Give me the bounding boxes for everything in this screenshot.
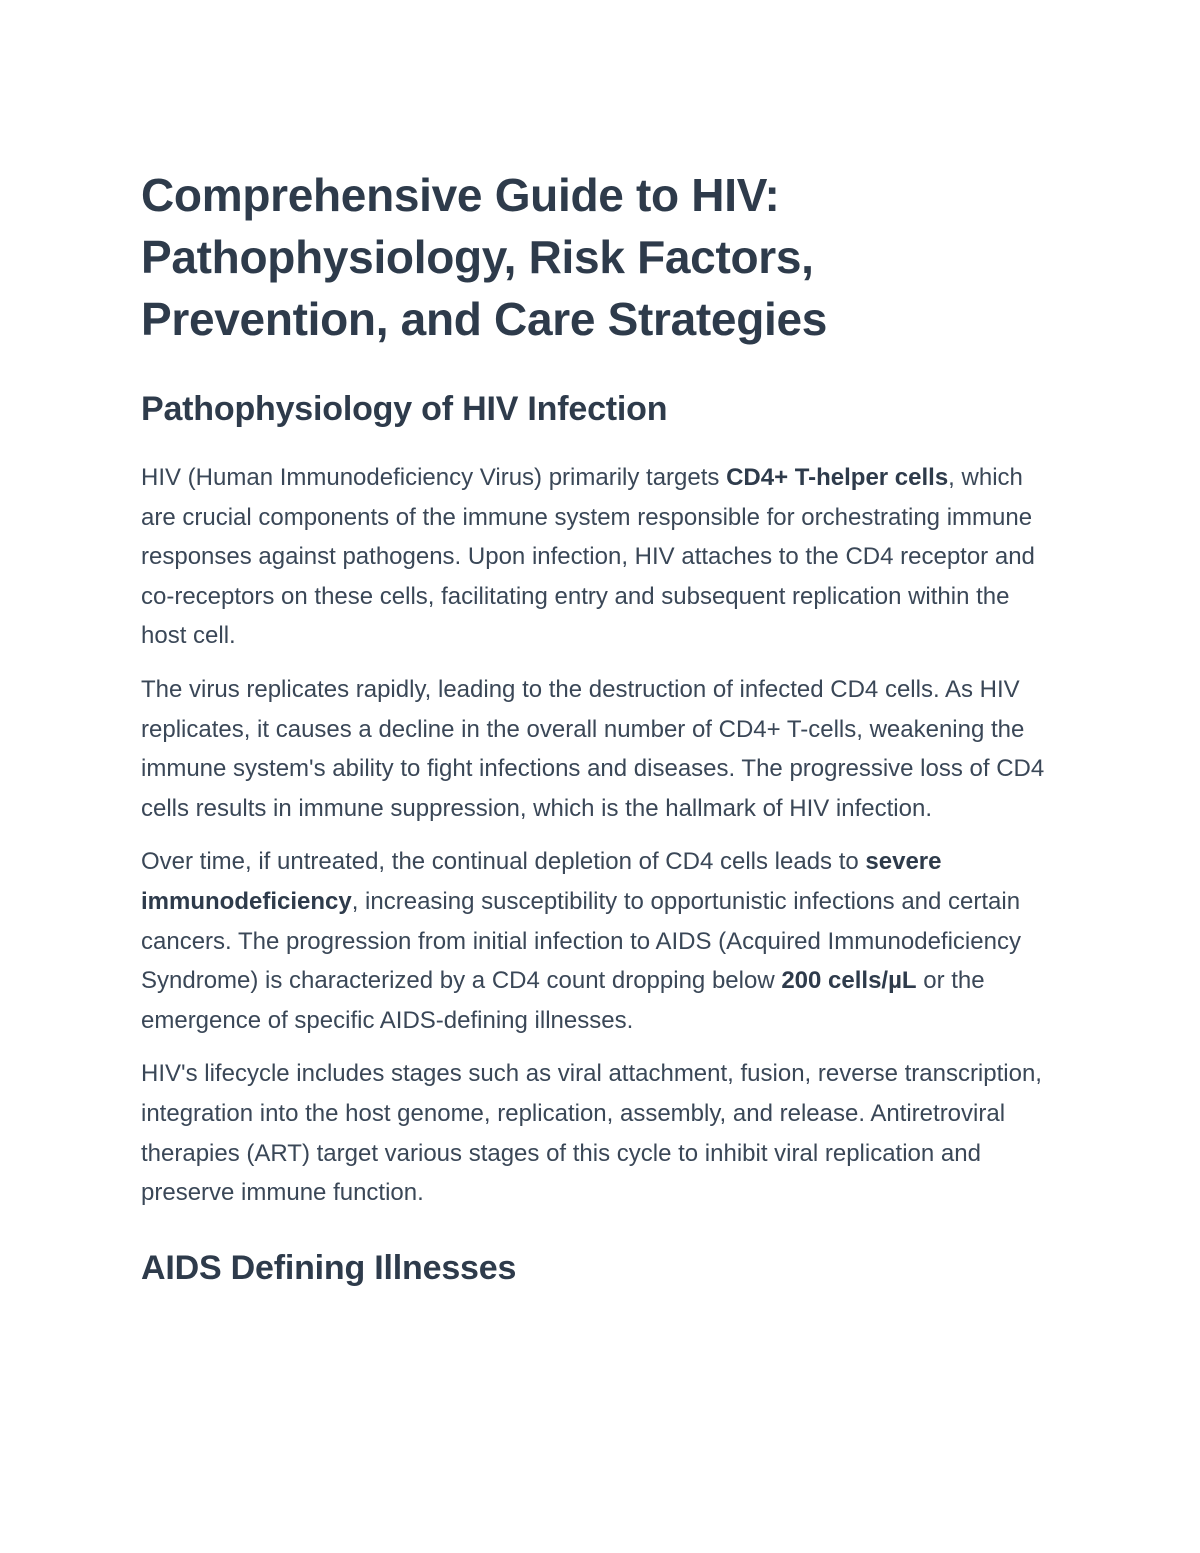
paragraph-text: or the emergence of specific AIDS-defining illnesses.	[141, 967, 985, 1034]
bold-term: CD4+ T-helper cells	[726, 464, 949, 491]
paragraph	[141, 842, 1061, 1040]
bold-term: 200 cells/µL	[781, 967, 917, 995]
paragraph-text: , which are crucial components of the immune system responsible for orchestrating immune responses against pathogens. Upon infection, HIV attaches to the CD4 receptor and co-receptors on these cells, facilitating entry and subsequent replication within the host cell.	[141, 464, 1035, 650]
paragraph	[141, 458, 1061, 656]
section-heading-pathophysiology: Pathophysiology of HIV Infection	[141, 390, 668, 428]
paragraph-text: Over time, if untreated, the continual depletion of CD4 cells leads to	[141, 848, 866, 876]
paragraph: HIV's lifecycle includes stages such as viral attachment, fusion, reverse transcription, integration into the host genome, replication, assembly, and release. Antiretroviral therapies (ART) target various stages of this cycle to inhibit viral replication and preserve immune function.	[141, 1060, 1042, 1207]
section-heading-aids-defining-illnesses: AIDS Defining Illnesses	[141, 1248, 517, 1287]
bold-term: severe immunodeficiency	[141, 848, 942, 915]
paragraph: The virus replicates rapidly, leading to the destruction of infected CD4 cells. As HIV replicates, it causes a decline in the overall number of CD4+ T-cells, weakening the immune system's ability to fight infections and diseases. The progressive loss of CD4 cells results in immune suppression, which is the hallmark of HIV infection.	[141, 675, 1045, 822]
document-title: Comprehensive Guide to HIV: Pathophysiology, Risk Factors, Prevention, and Care Strategies	[141, 169, 828, 345]
paragraph-text: HIV (Human Immunodeficiency Virus) primarily targets	[141, 464, 727, 491]
paragraph-text: , increasing susceptibility to opportunistic infections and certain cancers. The progression from initial infection to AIDS (Acquired Immunodeficiency Syndrome) is characterized by a CD4 count dropping below	[141, 887, 1021, 995]
document-page	[141, 164, 1061, 1291]
